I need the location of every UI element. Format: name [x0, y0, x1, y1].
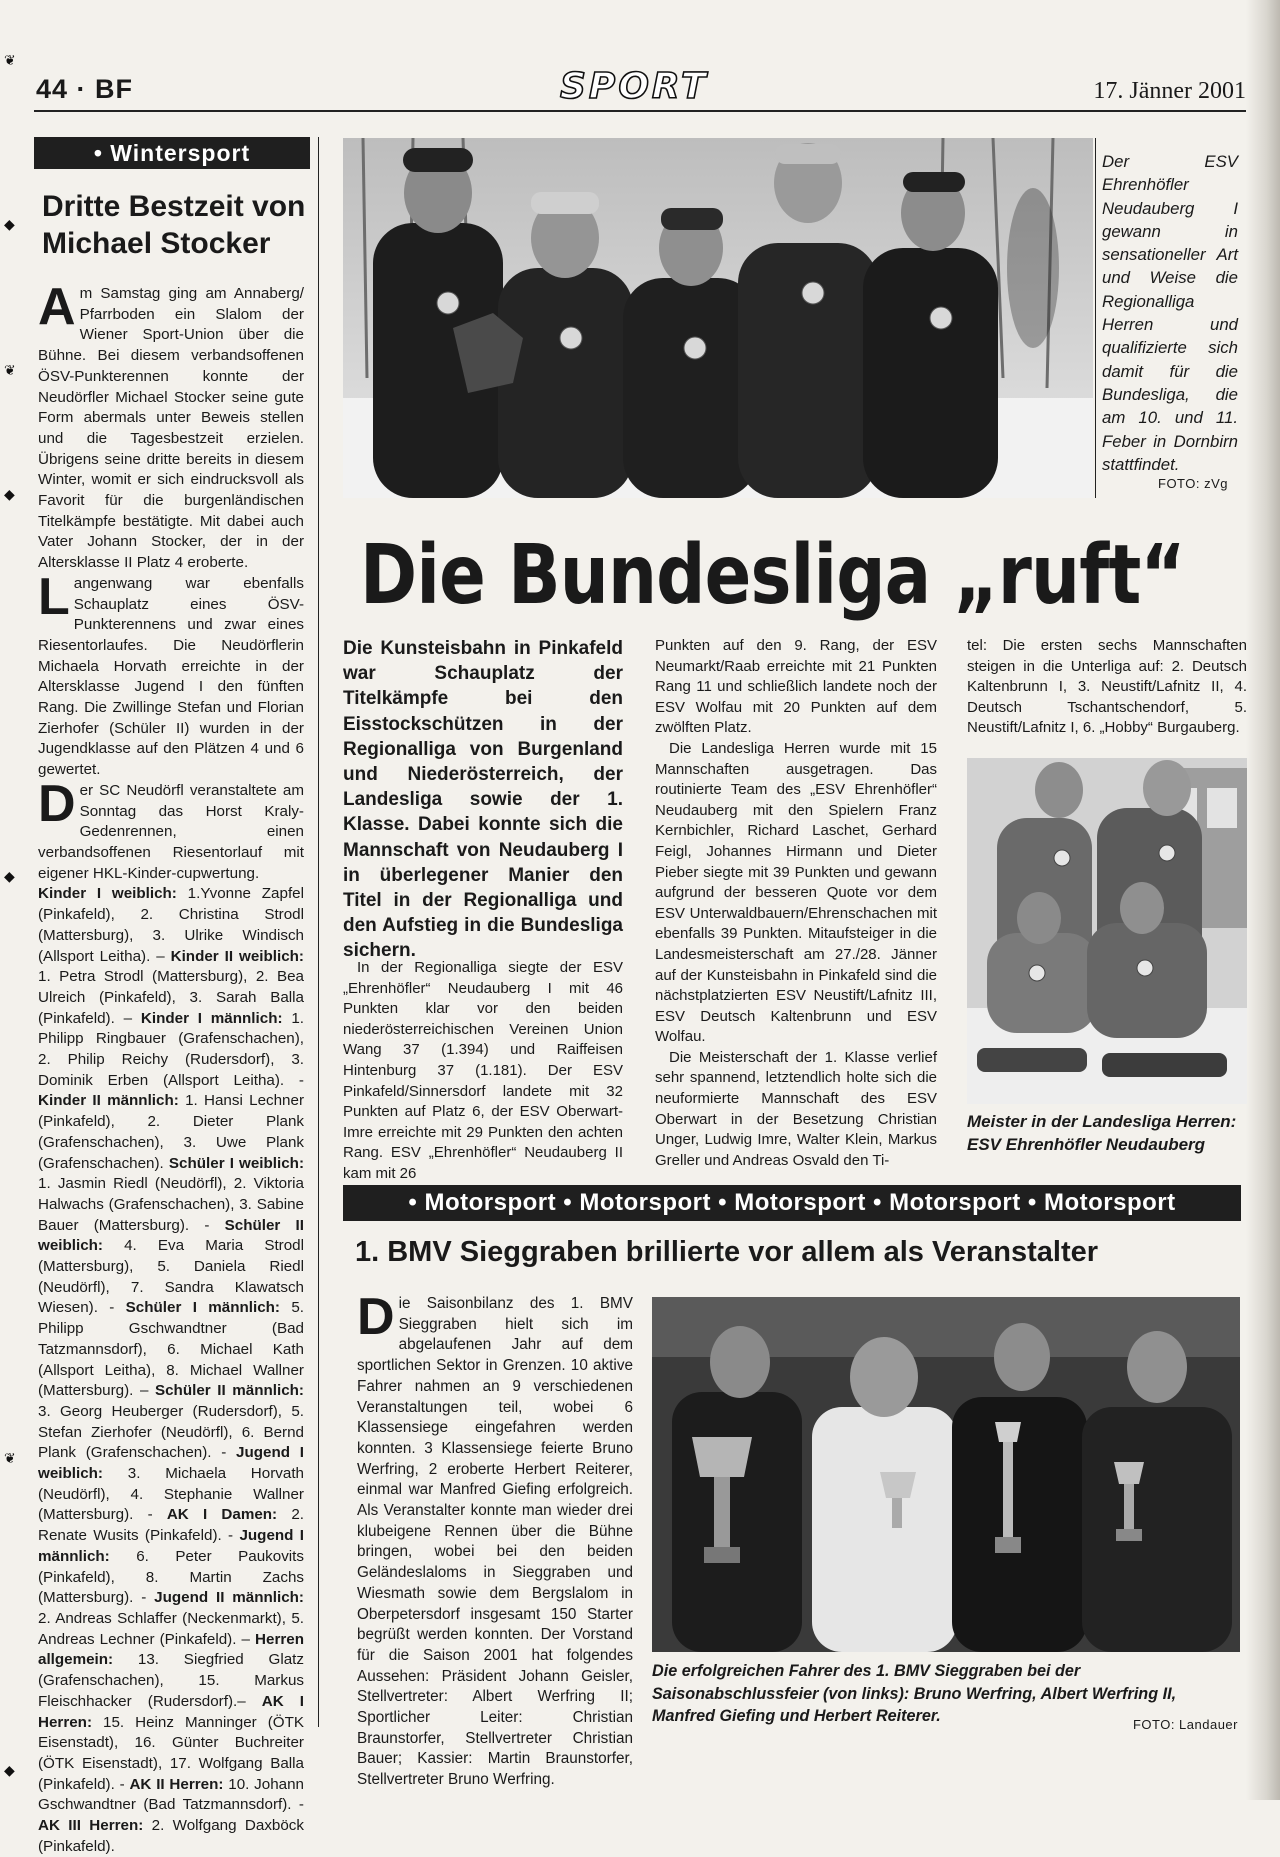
- article-paragraph: Die Landesliga Herren wurde mit 15 Mannschaften ausgetragen. Das routinierte Team des „ESV Ehrenhöfler“ Neudauberg mit den Spielern Franz Kernbichler, Richard Laschet, Gerhard Feigl, Johannes Hirmann und Dieter Pieber siegte mit 39 Punkten und gewann aufgrund der besseren Quote vor dem ESV Unterwaldbauern/Ehrenschachen mit ebenfalls 39 Punkten. Mitaufsteiger in die Landesmeisterschaft am 27./28. Jänner auf der Kunsteisbahn in Pinkafeld sind die nächstplatzierten ESV Neustift/Lafnitz III, ESV Deutsch Kaltenbrunn und ESV Wolfau.: [655, 739, 937, 1046]
- photo-credit: FOTO: zVg: [1158, 476, 1228, 491]
- section-title: SPORT: [560, 66, 709, 107]
- article-paragraph: Die Saisonbilanz des 1. BMV Sieggraben hielt sich im abgelaufenen Jahr auf dem sportlichen Sektor in Grenzen. 10 aktive Fahrer nahmen an 9 verschiedenen Veranstaltungen teil, wobei 6 Klassensiege eingefahren werden konnten. 3 Klassensiege feierte Bruno Werfring, 2 eroberte Herbert Reiterer, einmal war Manfred Giefing erfolgreich. Als Veranstalter konnte man wieder drei klubeigene Rennen über die Bühne bringen, wobei bei den beiden Geländeslaloms in Sieggraben und Wiesmath sowie dem Bergslalom in Oberpetersdorf insgesamt 150 Starter begrüßt werden konnten. Der Vorstand für die Saison 2001 hat folgendes Aussehen: Präsident Johann Geisler, Stellvertreter: Albert Werfring II; Sportlicher Leiter: Christian Braunstorfer, Stellvertreter Christian Bauer; Kassier: Martin Braunstorfer, Stellvertreter Bruno Werfring.: [357, 1288, 633, 1789]
- bundesliga-column-2: [655, 636, 937, 1171]
- bundesliga-column-3: [967, 636, 1247, 739]
- article-paragraph: In der Regionalliga siegte der ESV „Ehrenhöfler“ Neudauberg I mit 46 Punkten klar vor den beiden niederösterreichischen Vereinen Union Wang 37 (1.394) und Raiffeisen Hintenburg 37 (1.181). Der ESV Pinkafeld/Sinnersdorf landete mit 32 Punkten auf Platz 6, der ESV Oberwart-Imre erreichte mit 29 Punkten den achten Rang. ESV „Ehrenhöfler“ Neudauberg II kam mit 26: [343, 959, 623, 1182]
- bundesliga-lede: Die Kunsteisbahn in Pinkafeld war Schauplatz der Titelkämpfe bei den Eisstockschützen in der Regionalliga von Burgenland und Niederösterreich, der Landesliga sowie der 1. Klasse. Dabei konnte sich die Mannschaft von Neudauberg I in überlegener Manier den Titel in der Regionalliga und den Aufstieg in die Bundesliga sichern.: [343, 638, 623, 962]
- result-category: AK I Herren:: [38, 1692, 304, 1731]
- result-category: Schüler II weiblich:: [38, 1216, 304, 1255]
- motorsport-article: [357, 1288, 633, 1791]
- column-rule: [318, 137, 319, 1727]
- result-entries: 10. Johann Gschwandtner (Bad Tatzmannsdorf). -: [38, 1775, 304, 1814]
- photo-caption: Der ESV Ehrenhöfler Neudauberg I gewann in sensationeller Art und Weise die Regionalliga Herren und qualifizierte sich damit für die Bundesliga, die am 10. und 11. Feber in Dornbirn stattfindet.: [1102, 152, 1238, 474]
- result-category: Kinder II männlich:: [38, 1092, 179, 1110]
- drop-cap: D: [38, 774, 76, 833]
- result-entries: 1. Jasmin Riedl (Neudörfl), 2. Viktoria Halwachs (Grafenschachen), 3. Sabine Bauer (Mattersburg). -: [38, 1175, 304, 1234]
- wintersport-article: [38, 278, 305, 1857]
- result-category: Herren allgemein:: [38, 1630, 304, 1669]
- result-category: Jugend I weiblich:: [38, 1444, 304, 1483]
- result-entries: 1.Yvonne Zapfel (Pinkafeld), 2. Christina Strodl (Mattersburg), 3. Ulrike Windisch (Allsport Leitha). –: [38, 885, 304, 965]
- result-category: AK I Damen:: [166, 1506, 278, 1524]
- photo-credit: FOTO: Landauer: [1132, 1717, 1238, 1732]
- result-entries: 15. Heinz Manninger (ÖTK Eisenstadt), 16. Günter Buchreiter (ÖTK Eisenstadt), 17. Wolfgang Balla (Pinkafeld). -: [38, 1713, 304, 1793]
- punch-mark: ❦: [4, 52, 16, 68]
- drop-cap: L: [38, 567, 70, 626]
- result-entries: 1. Hansi Lechner (Pinkafeld), 2. Dieter Plank (Grafenschachen), 3. Uwe Plank (Grafenschachen).: [38, 1092, 305, 1172]
- result-category: Kinder II weiblich:: [170, 947, 304, 965]
- bundesliga-column-1: [343, 958, 623, 1185]
- result-category: Jugend II männlich:: [154, 1589, 304, 1607]
- punch-mark: ❦: [4, 362, 16, 378]
- motorsport-headline: 1. BMV Sieggraben brillierte vor allem als Veranstalter: [355, 1236, 1099, 1268]
- drop-cap: D: [357, 1288, 395, 1346]
- result-category: Jugend I männlich:: [38, 1527, 304, 1565]
- article-paragraph: Die Meisterschaft der 1. Klasse verlief sehr spannend, letztendlich holte sich die neuformierte Mannschaft des ESV Oberwart in der Besetzung Christian Unger, Ludwig Imre, Walter Klein, Markus Greller und Andreas Osvald den Ti-: [655, 1048, 937, 1169]
- meister-caption: Meister in der Landesliga Herren: ESV Ehrenhöfler Neudauberg: [967, 1112, 1237, 1154]
- result-category: AK III Herren:: [38, 1817, 144, 1835]
- punch-mark: ◆: [4, 486, 15, 502]
- result-category: AK II Herren:: [129, 1775, 224, 1793]
- wintersport-headline: Dritte Bestzeit von Michael Stocker: [42, 190, 306, 260]
- article-paragraph: Der SC Neudörfl veranstaltete am Sonntag das Horst Kraly-Gedenrennen, einen verbandsoffenen Riesentorlauf mit eigener HKL-Kinder-cupwertung.: [38, 774, 304, 882]
- result-entries: 4. Eva Maria Strodl (Mattersburg), 5. Daniela Riedl (Neudörfl), 7. Sandra Klawatsch Wiesen). -: [38, 1237, 304, 1317]
- punch-mark: ❦: [4, 1450, 16, 1466]
- section-bar-motorsport: • Motorsport • Motorsport • Motorsport • Motorsport • Motorsport: [343, 1185, 1241, 1221]
- punch-mark: ◆: [4, 868, 15, 884]
- section-bar-wintersport: • Wintersport: [34, 137, 310, 169]
- bundesliga-headline: Die Bundesliga „ruft“: [360, 528, 1185, 623]
- punch-mark: ◆: [4, 1762, 15, 1778]
- result-entries: 2. Wolfgang Daxböck (Pinkafeld).: [38, 1817, 304, 1855]
- caption-rule: [1095, 138, 1096, 498]
- result-category: Schüler II männlich:: [154, 1382, 304, 1400]
- drop-cap: A: [38, 278, 76, 336]
- result-entries: 5. Philipp Gschwandtner (Bad Tatzmannsdorf), 6. Michael Kath (Allsport Leitha), 8. Michael Wallner (Mattersburg). –: [38, 1299, 305, 1400]
- result-category: Schüler I weiblich:: [168, 1154, 305, 1172]
- result-entries: 1. Petra Strodl (Mattersburg), 2. Bea Ulreich (Pinkafeld), 3. Sarah Balla (Pinkafeld). –: [38, 968, 304, 1027]
- punch-mark: ◆: [4, 216, 15, 232]
- result-entries: 2. Renate Wusits (Pinkafeld). -: [38, 1506, 304, 1545]
- result-entries: 6. Peter Paukovits (Pinkafeld), 8. Martin Zachs (Mattersburg). -: [38, 1547, 304, 1607]
- result-entries: 1. Philipp Ringbauer (Grafenschachen), 2. Philip Reichy (Rudersdorf), 3. Dominik Erben (Allsport Leitha). -: [38, 1009, 305, 1089]
- result-entries: 3. Michaela Horvath (Neudörfl), 4. Stephanie Wallner (Mattersburg). -: [38, 1465, 304, 1524]
- page-number: 44 · BF: [36, 74, 134, 104]
- result-category: Kinder I weiblich:: [38, 885, 177, 903]
- result-category: Schüler I männlich:: [125, 1299, 280, 1317]
- motorsport-photo-caption: Die erfolgreichen Fahrer des 1. BMV Sieggraben bei der Saisonabschlussfeier (von links): Bruno Werfring, Albert Werfring II, Manfred Giefing und Herbert Reiterer.: [652, 1662, 1177, 1725]
- article-paragraph: tel: Die ersten sechs Mannschaften steigen in die Unterliga auf: 2. Deutsch Kaltenbrunn I, 3. Neustift/Lafnitz II, 4. Deutsch Tschantschendorf, 5. Neustift/Lafnitz I, 6. „Hobby“ Burgauberg.: [967, 637, 1247, 737]
- article-paragraph: Langenwang war ebenfalls Schauplatz eines ÖSV-Punkterennens und zwar eines Riesentorlaufes. Die Neudörflerin Michaela Horvath erreichte in der Altersklasse Jugend I den fünften Rang. Die Zwillinge Stefan und Florian Zierhofer (Schüler II) wurden in der Jugendklasse auf den Plätzen 4 und 6 gewertet.: [38, 567, 304, 779]
- article-paragraph: Am Samstag ging am Annaberg/ Pfarrboden ein Slalom der Wiener Sport-Union über die Bühne. Bei diesem verbandsoffenen ÖSV-Punkterennen konnte der Neudörfler Michael Stocker seine gute Form abermals unter Beweis stellen und die Tagesbestzeit erzielen. Übrigens seine dritte bereits in diesem Winter, womit er sich eindrucksvoll als Favorit für die burgenländischen Titelkämpfe bestätigte. Mit dabei auch Vater Johann Stocker, der in der Altersklasse II Platz 4 eroberte.: [38, 278, 304, 572]
- header-rule: [34, 110, 1246, 112]
- meister-photo: [967, 758, 1247, 1104]
- motorsport-photo: [652, 1297, 1240, 1652]
- result-entries: 3. Georg Heuberger (Rudersdorf), 5. Stefan Zierhofer (Neudörfl), 6. Bernd Plank (Grafenschachen). -: [38, 1402, 304, 1462]
- results-list: [38, 884, 304, 1857]
- result-category: Kinder I männlich:: [140, 1009, 283, 1027]
- issue-date: 17. Jänner 2001: [1093, 78, 1246, 104]
- team-photo: [343, 138, 1093, 498]
- result-entries: 2. Andreas Schlaffer (Neckenmarkt), 5. Andreas Lechner (Pinkafeld). –: [38, 1610, 304, 1648]
- result-entries: 13. Siegfried Glatz (Grafenschachen), 15. Markus Fleischhacker (Rudersdorf).–: [38, 1651, 304, 1710]
- page-gutter: [1246, 0, 1280, 1800]
- article-paragraph: Punkten auf den 9. Rang, der ESV Neumarkt/Raab erreichte mit 21 Punkten Rang 11 und schließlich landete noch der ESV Wolfau mit 20 Punkten auf dem zwölften Platz.: [655, 637, 937, 737]
